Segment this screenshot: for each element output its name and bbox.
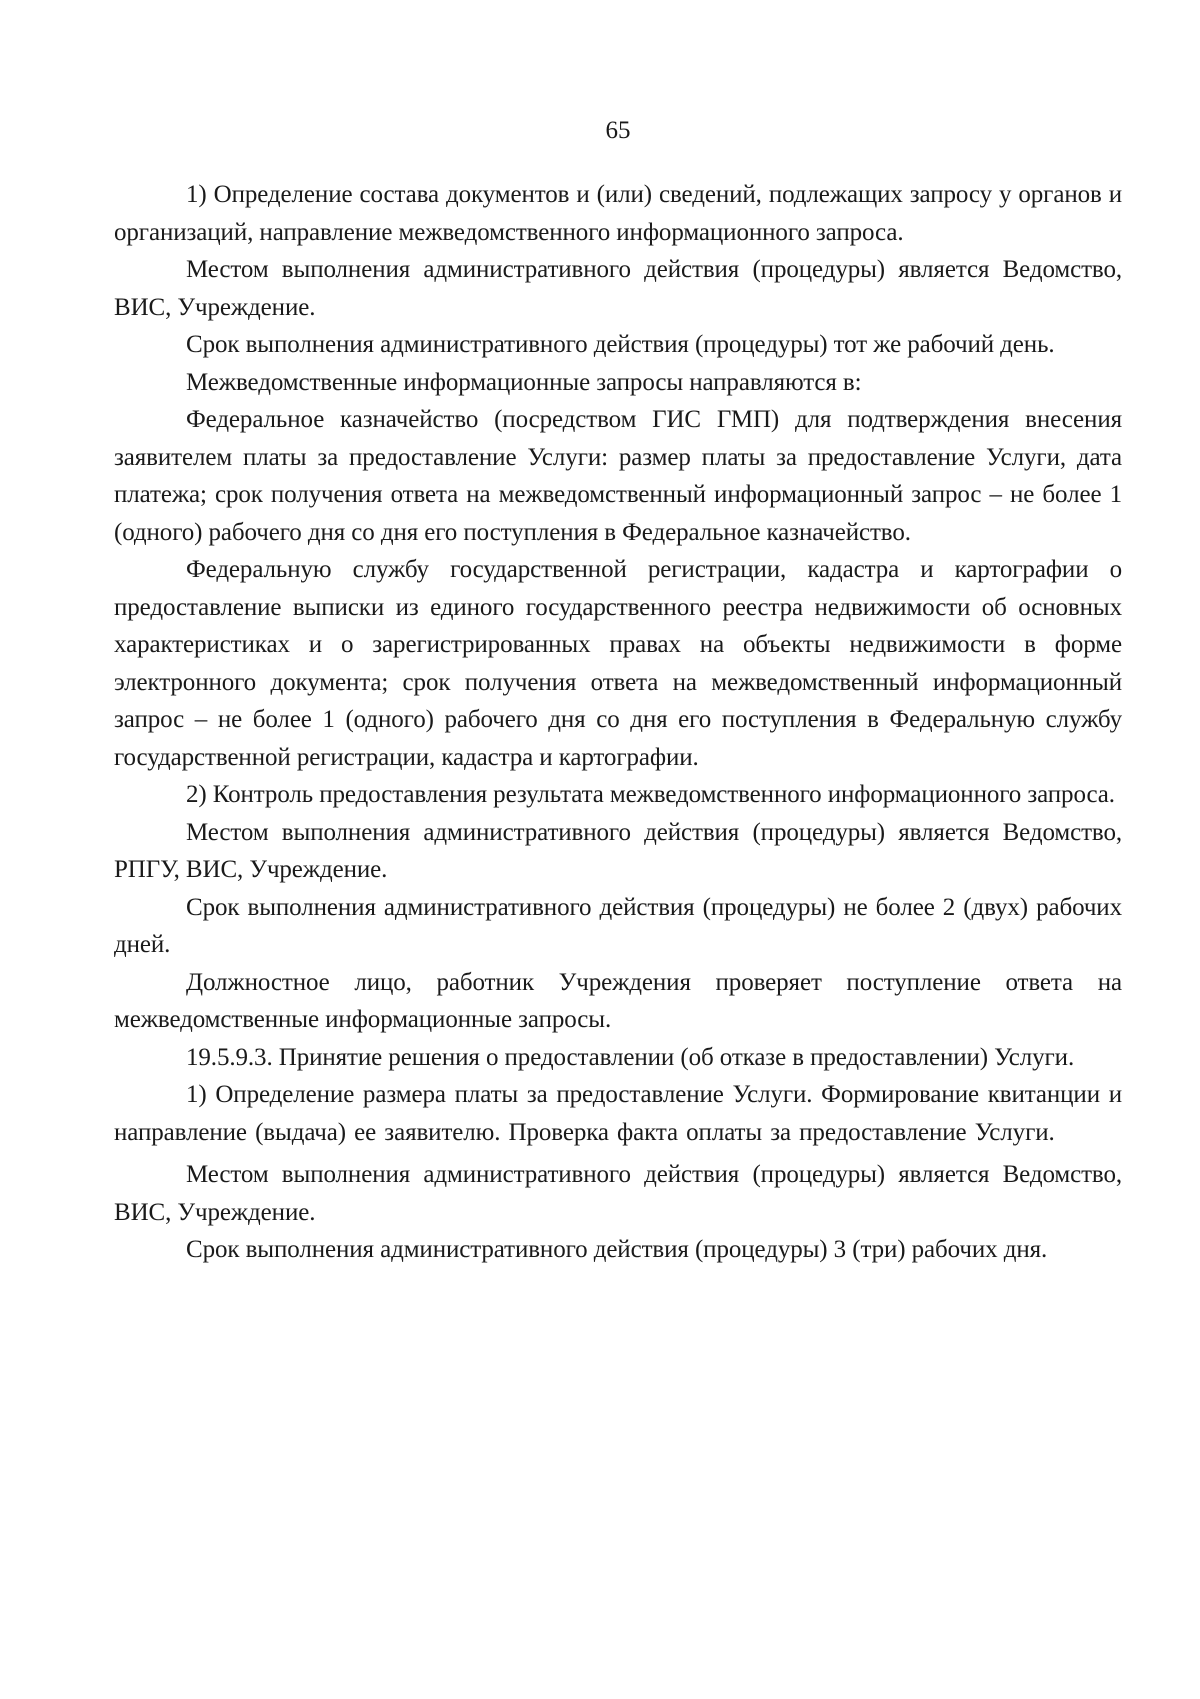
document-body xyxy=(114,176,1122,1269)
paragraph-execution-term-3: Срок выполнения административного действия (процедуры) 3 (три) рабочих дня. xyxy=(186,1236,1048,1263)
paragraph-place-of-execution-2: Местом выполнения административного действия (процедуры) является Ведомство, РПГУ, ВИС, Учреждение. xyxy=(114,818,1122,883)
paragraph-section-19-5-9-3: 19.5.9.3. Принятие решения о предоставлении (об отказе в предоставлении) Услуги. xyxy=(186,1043,1075,1071)
paragraph-official-checks: Должностное лицо, работник Учреждения проверяет поступление ответа на межведомственные информационные запросы. xyxy=(114,968,1122,1033)
paragraph-federal-treasury: Федеральное казначейство (посредством ГИС ГМП) для подтверждения внесения заявителем платы за предоставление Услуги: размер платы за предоставление Услуги, дата платежа; срок получения ответа на межведомственный информационный запрос – не более 1 (одного) рабочего дня со дня его поступления в Федеральное казначейство. xyxy=(114,406,1122,546)
paragraph-step-1-fee: 1) Определение размера платы за предоставление Услуги. Формирование квитанции и направление (выдача) ее заявителю. Проверка факта оплаты за предоставление Услуги. xyxy=(114,1081,1122,1146)
paragraph-rosreestr: Федеральную службу государственной регистрации, кадастра и картографии о предоставление выписки из единого государственного реестра недвижимости об основных характеристиках и о зарегистрированных правах на объекты недвижимости в форме электронного документа; срок получения ответа на межведомственный информационный запрос – не более 1 (одного) рабочего дня со дня его поступления в Федеральную службу государственной регистрации, кадастра и картографии. xyxy=(114,556,1122,771)
paragraph-step-1-documents-request: 1) Определение состава документов и (или) сведений, подлежащих запросу у органов и организаций, направление межведомственного информационного запроса. xyxy=(114,181,1122,246)
paragraph-place-of-execution-3: Местом выполнения административного действия (процедуры) является Ведомство, ВИС, Учреждение. xyxy=(114,1161,1122,1226)
paragraph-execution-term: Срок выполнения административного действия (процедуры) тот же рабочий день. xyxy=(186,331,1055,358)
paragraph-step-2-control: 2) Контроль предоставления результата межведомственного информационного запроса. xyxy=(186,781,1115,808)
page-number: 65 xyxy=(605,117,631,144)
paragraph-place-of-execution: Местом выполнения административного действия (процедуры) является Ведомство, ВИС, Учреждение. xyxy=(114,256,1122,321)
paragraph-requests-sent-to: Межведомственные информационные запросы направляются в: xyxy=(186,368,862,396)
paragraph-execution-term-2: Срок выполнения административного действия (процедуры) не более 2 (двух) рабочих дней. xyxy=(114,893,1122,958)
